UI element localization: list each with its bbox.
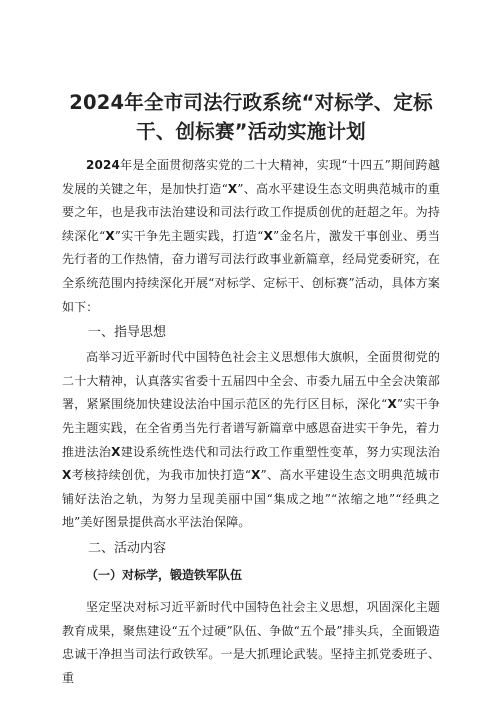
- s1-text-1: 高举习近平新时代中国特色社会主义思想伟大旗帜，全面贯彻党的二十大精神，认真落实省委十五届四中全会、市委九届五中全会决策部署，紧紧围绕加快建设法治中国示范区的先行区目标，深化“: [62, 350, 440, 412]
- guiding-ideology-paragraph: [62, 346, 440, 535]
- section-heading-activity-content: 二、活动内容: [88, 540, 167, 556]
- s1-text-5: ”、高水平建设生态文明典范城市铺好法治之轨，为努力呈现美丽中国“集成之地”“浓缩之地”“经典之地”美好图景提供高水平法治保障。: [62, 468, 440, 530]
- intro-x-3: X: [263, 228, 273, 243]
- s1-x-3: X: [62, 468, 72, 483]
- s1-x-4: X: [251, 468, 261, 483]
- subsection-heading-benchmark-learning: （一）对标学，锻造铁军队伍: [86, 567, 243, 582]
- intro-text-2: ”、高水平建设生态文明典范城市的重要之年，也是我市法治建设和司法行政工作提质创优的赶超之年。为持续深化“: [62, 181, 440, 243]
- s1-text-4: 考核持续创优，为我市加快打造“: [71, 468, 252, 483]
- benchmark-learning-paragraph: 坚定坚决对标习近平新时代中国特色社会主义思想，巩固深化主题教育成果，聚焦建设“五个过硬”队伍、争做“五个最”排头兵，全面锻造忠诚干净担当司法行政铁军。一是大抓理论武装。坚持主抓党委班子、重: [62, 599, 440, 685]
- intro-paragraph: [62, 154, 440, 319]
- s1-text-3: 建设系统性迭代和司法行政工作重塑性变革，努力实现法治: [120, 444, 440, 459]
- intro-text-3: ”实干争先主题实践，打造“: [114, 228, 264, 243]
- intro-x-1: X: [227, 181, 238, 196]
- intro-x-2: X: [105, 228, 115, 243]
- s1-x-1: X: [387, 397, 397, 412]
- section-heading-guiding-ideology: 一、指导思想: [88, 325, 167, 341]
- intro-year: 2024: [86, 158, 120, 172]
- intro-text-1: 年是全面贯彻落实党的二十大精神，实现“十四五”期间跨越发展的关键之年，是加快打造“: [62, 158, 440, 196]
- s1-text-2: ”实干争先主题实践，在全省勇当先行者谱写新篇章中感恩奋进实干争先，着力推进法治: [62, 397, 440, 459]
- intro-text-4: ”金名片，激发干事创业、勇当先行者的工作热情，奋力谱写司法行政事业新篇章，经局党委研究，在全系统范围内持续深化开展“对标学、定标干、创标赛”活动，具体方案如下：: [62, 228, 440, 314]
- s1-x-2: X: [111, 444, 121, 459]
- document-title: 2024年全市司法行政系统“对标学、定标干、创标赛”活动实施计划: [69, 91, 433, 143]
